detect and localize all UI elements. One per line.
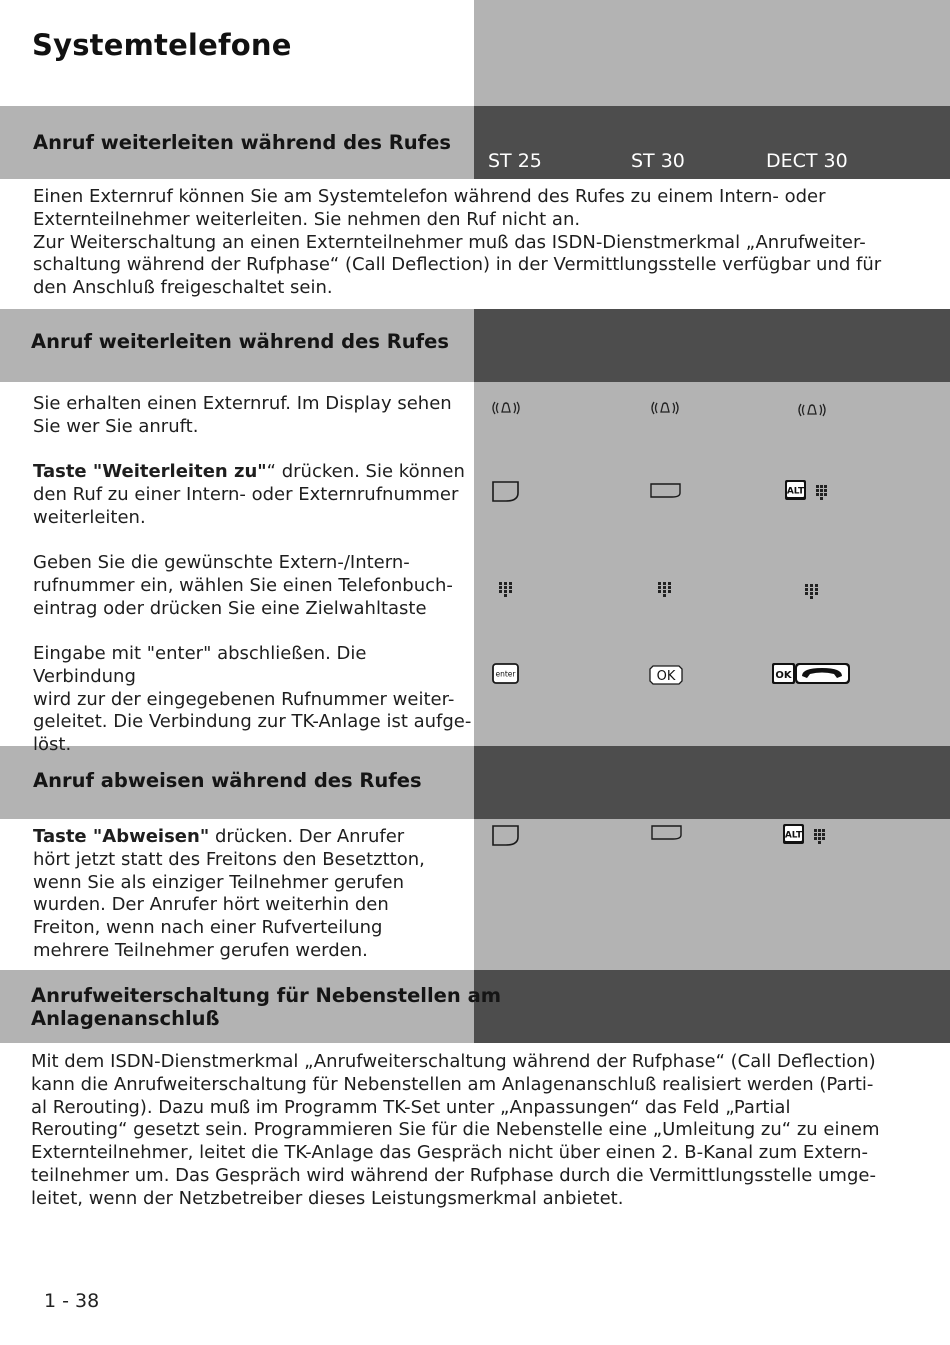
section3-column-band [474, 746, 950, 819]
section2-column-band [474, 309, 950, 382]
softkey-icon [492, 481, 520, 503]
page-title: Systemtelefone [32, 28, 292, 62]
section4-text: Mit dem ISDN-Dienstmerkmal „Anrufweiterschaltung während der Rufphase“ (Call Deflection) kann die Anrufweiterschaltung für Nebenstellen am Anlagenanschluß realisiert werden (Parti- al Rerouting). Dazu muß im Programm TK-Set unter „Anpassungen“ das Feld „Partial Rerouting“ gesetzt sein. Programmieren Sie für die Nebenstelle eine „Umleitung zu“ zu einem Externteilnehmer, leitet die TK-Anlage das Gespräch nicht über einen 2. B-Kanal zum Extern- teilnehmer um. Das Gespräch wird während der Rufphase durch die Vermittlungsstelle umge- leitet, wenn der Netzbetreiber dieses Leistungsmerkmal anbietet. [31, 1051, 880, 1209]
alt-key-label: ALT [784, 830, 803, 841]
enter-key-icon [492, 663, 520, 685]
column-label-st25: ST 25 [488, 150, 542, 172]
alt-keypad-icon [782, 823, 832, 851]
ok-handset-label: OK [775, 670, 792, 681]
enter-key-label: enter [495, 669, 516, 679]
section4-heading: Anrufweiterschaltung für Nebenstellen am Anlagenanschluß [31, 984, 502, 1030]
keypad-icon [658, 582, 672, 600]
step-2-description: “ drücken. Sie können den Ruf zu einer Intern- oder Externrufnummer weiterleiten. [33, 461, 465, 528]
section1-heading: Anruf weiterleiten während des Rufes [33, 131, 451, 154]
ringing-icon [650, 400, 680, 416]
section1-intro-text: Einen Externruf können Sie am Systemtelefon während des Rufes zu einem Intern- oder Externteilnehmer weiterleiten. Sie nehmen den Ruf nicht an. Zur Weiterschaltung an einen Externteilnehmer muß das ISDN-Dienstmerkmal „Anrufweiter- schaltung während der Rufphase“ (Call Deflection) in der Vermittlungsstelle verfügbar und für den Anschluß freigeschaltet sein. [33, 186, 882, 299]
header-right-panel [474, 0, 950, 106]
step-4-text: Eingabe mit "enter" abschließen. Die Verbindung wird zur der eingegebenen Rufnummer weiter- geleitet. Die Verbindung zur TK-Anlage ist aufge- löst. [33, 643, 472, 756]
step-3-text: Geben Sie die gewünschte Extern-/Intern- rufnummer ein, wählen Sie einen Telefonbuch- eintrag oder drücken Sie eine Zielwahltaste [33, 552, 453, 619]
section2-icons-panel [474, 382, 950, 746]
section3-text [33, 826, 473, 963]
step-2-text [33, 461, 473, 529]
softkey-icon [650, 483, 682, 499]
ringing-icon [797, 402, 827, 418]
step-2-key-name: Taste "Weiterleiten zu" [33, 461, 267, 482]
section3-icons-panel [474, 819, 950, 970]
keypad-icon [499, 582, 513, 600]
column-label-st30: ST 30 [631, 150, 685, 172]
ringing-icon [491, 400, 521, 416]
ok-key-label: OK [656, 669, 676, 684]
section3-heading: Anruf abweisen während des Rufes [33, 769, 422, 792]
softkey-icon [651, 825, 683, 841]
step-1-text: Sie erhalten einen Externruf. Im Display sehen Sie wer Sie anruft. [33, 393, 452, 437]
section1-column-header-band [474, 106, 950, 179]
alt-keypad-icon [784, 479, 834, 507]
section4-column-band [474, 970, 950, 1043]
section2-heading: Anruf weiterleiten während des Rufes [31, 330, 449, 353]
section3-key-name: Taste "Abweisen" [33, 826, 210, 847]
keypad-icon [805, 584, 819, 602]
alt-key-label: ALT [786, 486, 805, 497]
ok-handset-icon [771, 662, 853, 686]
softkey-icon [492, 825, 520, 847]
ok-key-icon [649, 665, 683, 685]
section3-description: drücken. Der Anrufer hört jetzt statt des Freitons den Besetztton, wenn Sie als einziger Teilnehmer gerufen wurden. Der Anrufer hört weiterhin den Freiton, wenn nach einer Rufverteilung mehrere Teilnehmer gerufen werden. [33, 826, 425, 961]
page-number: 1 - 38 [44, 1290, 100, 1312]
column-label-dect30: DECT 30 [766, 150, 848, 172]
